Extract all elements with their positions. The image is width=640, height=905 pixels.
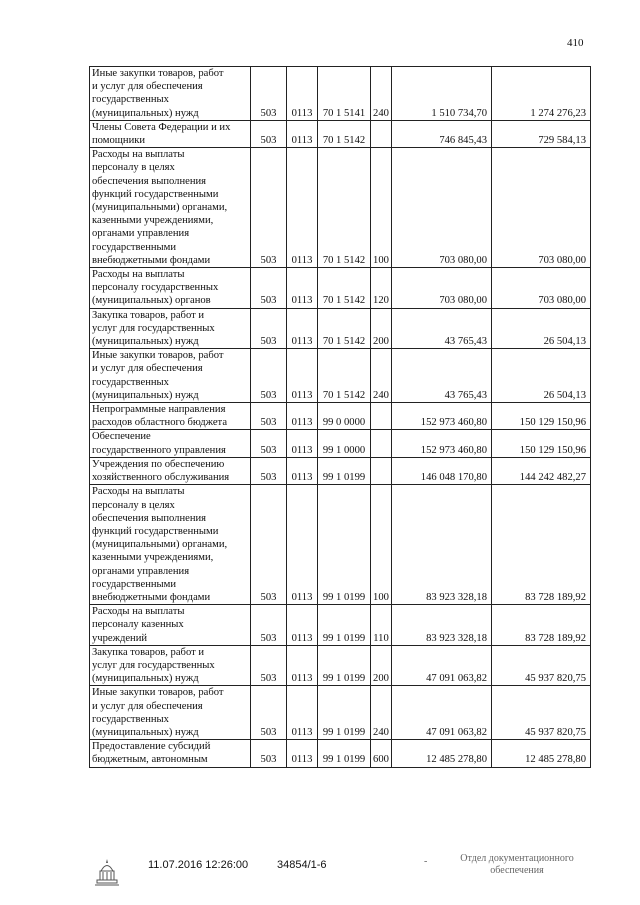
amount-executed: 83 728 189,92 — [492, 485, 591, 605]
amount-executed: 12 485 278,80 — [492, 740, 591, 767]
footer-datetime: 11.07.2016 12:26:00 — [148, 859, 249, 871]
row-name: Иные закупки товаров, работ и услуг для обеспечения государственных (муниципальных) нужд — [90, 686, 251, 740]
amount-planned: 746 845,43 — [392, 120, 492, 147]
ministry-code: 503 — [251, 430, 287, 457]
section-code: 0113 — [287, 308, 318, 349]
amount-executed: 703 080,00 — [492, 148, 591, 268]
ministry-code: 503 — [251, 457, 287, 484]
section-code: 0113 — [287, 645, 318, 686]
table-row — [90, 686, 591, 740]
table-row — [90, 120, 591, 147]
amount-planned: 83 923 328,18 — [392, 605, 492, 646]
table-row — [90, 740, 591, 767]
amount-planned: 146 048 170,80 — [392, 457, 492, 484]
ministry-code: 503 — [251, 740, 287, 767]
expense-type-code: 600 — [371, 740, 392, 767]
row-name: Члены Совета Федерации и их помощники — [90, 120, 251, 147]
table-row — [90, 67, 591, 121]
section-code: 0113 — [287, 148, 318, 268]
target-article-code: 99 1 0199 — [318, 485, 371, 605]
row-name: Иные закупки товаров, работ и услуг для обеспечения государственных (муниципальных) нужд — [90, 349, 251, 403]
expense-type-code: 100 — [371, 148, 392, 268]
target-article-code: 70 1 5142 — [318, 148, 371, 268]
section-code: 0113 — [287, 605, 318, 646]
target-article-code: 99 1 0199 — [318, 740, 371, 767]
ministry-code: 503 — [251, 349, 287, 403]
ministry-code: 503 — [251, 605, 287, 646]
ministry-code: 503 — [251, 308, 287, 349]
footer-document-code: 34854/1-6 — [277, 859, 327, 871]
section-code: 0113 — [287, 349, 318, 403]
expense-type-code: 200 — [371, 308, 392, 349]
table-row — [90, 605, 591, 646]
row-name: Предоставление субсидий бюджетным, автономным — [90, 740, 251, 767]
target-article-code: 99 1 0199 — [318, 605, 371, 646]
ministry-code: 503 — [251, 403, 287, 430]
amount-planned: 83 923 328,18 — [392, 485, 492, 605]
table-row — [90, 457, 591, 484]
row-name: Расходы на выплаты персоналу государственных (муниципальных) органов — [90, 268, 251, 309]
ministry-code: 503 — [251, 645, 287, 686]
expense-type-code — [371, 120, 392, 147]
expense-type-code — [371, 457, 392, 484]
expense-type-code — [371, 430, 392, 457]
expense-type-code: 240 — [371, 686, 392, 740]
ministry-code: 503 — [251, 67, 287, 121]
table-row — [90, 645, 591, 686]
row-name: Расходы на выплаты персоналу в целях обеспечения выполнения функций государственными (муниципальными) органами, казенными учреждениями, органами управления государственными внебюджетными фондами — [90, 148, 251, 268]
amount-planned: 152 973 460,80 — [392, 430, 492, 457]
amount-planned: 703 080,00 — [392, 268, 492, 309]
amount-planned: 43 765,43 — [392, 308, 492, 349]
amount-executed: 1 274 276,23 — [492, 67, 591, 121]
target-article-code: 99 1 0199 — [318, 645, 371, 686]
table-row — [90, 268, 591, 309]
target-article-code: 70 1 5141 — [318, 67, 371, 121]
section-code: 0113 — [287, 120, 318, 147]
ministry-code: 503 — [251, 686, 287, 740]
expense-type-code: 120 — [371, 268, 392, 309]
amount-planned: 12 485 278,80 — [392, 740, 492, 767]
ministry-code: 503 — [251, 268, 287, 309]
section-code: 0113 — [287, 268, 318, 309]
amount-executed: 83 728 189,92 — [492, 605, 591, 646]
amount-executed: 703 080,00 — [492, 268, 591, 309]
amount-planned: 152 973 460,80 — [392, 403, 492, 430]
table-row — [90, 148, 591, 268]
expense-type-code: 100 — [371, 485, 392, 605]
target-article-code: 99 1 0199 — [318, 686, 371, 740]
table-row — [90, 349, 591, 403]
expense-type-code: 240 — [371, 349, 392, 403]
amount-executed: 26 504,13 — [492, 349, 591, 403]
section-code: 0113 — [287, 403, 318, 430]
amount-executed: 150 129 150,96 — [492, 430, 591, 457]
row-name: Учреждения по обеспечению хозяйственного обслуживания — [90, 457, 251, 484]
amount-planned: 43 765,43 — [392, 349, 492, 403]
table-body — [90, 67, 591, 768]
row-name: Расходы на выплаты персоналу в целях обеспечения выполнения функций государственными (муниципальными) органами, казенными учреждениями, органами управления государственными внебюджетными фондами — [90, 485, 251, 605]
section-code: 0113 — [287, 457, 318, 484]
expense-type-code: 240 — [371, 67, 392, 121]
target-article-code: 70 1 5142 — [318, 268, 371, 309]
page-number: 410 — [567, 37, 584, 49]
amount-planned: 703 080,00 — [392, 148, 492, 268]
row-name: Иные закупки товаров, работ и услуг для обеспечения государственных (муниципальных) нужд — [90, 67, 251, 121]
amount-executed: 729 584,13 — [492, 120, 591, 147]
target-article-code: 99 1 0000 — [318, 430, 371, 457]
ministry-code: 503 — [251, 485, 287, 605]
expense-type-code: 200 — [371, 645, 392, 686]
expense-type-code: 110 — [371, 605, 392, 646]
section-code: 0113 — [287, 485, 318, 605]
row-name: Обеспечение государственного управления — [90, 430, 251, 457]
amount-planned: 47 091 063,82 — [392, 686, 492, 740]
amount-planned: 1 510 734,70 — [392, 67, 492, 121]
row-name: Расходы на выплаты персоналу казенных учреждений — [90, 605, 251, 646]
target-article-code: 99 1 0199 — [318, 457, 371, 484]
budget-table — [89, 66, 591, 768]
amount-executed: 26 504,13 — [492, 308, 591, 349]
ministry-code: 503 — [251, 120, 287, 147]
amount-planned: 47 091 063,82 — [392, 645, 492, 686]
stamp-dash: - — [424, 856, 428, 867]
amount-executed: 45 937 820,75 — [492, 645, 591, 686]
amount-executed: 150 129 150,96 — [492, 403, 591, 430]
stamp-line-2: обеспечения — [490, 865, 544, 876]
expense-type-code — [371, 403, 392, 430]
target-article-code: 70 1 5142 — [318, 349, 371, 403]
row-name: Непрограммные направления расходов областного бюджета — [90, 403, 251, 430]
table-row — [90, 485, 591, 605]
row-name: Закупка товаров, работ и услуг для государственных (муниципальных) нужд — [90, 308, 251, 349]
section-code: 0113 — [287, 430, 318, 457]
ministry-code: 503 — [251, 148, 287, 268]
table-row — [90, 430, 591, 457]
target-article-code: 99 0 0000 — [318, 403, 371, 430]
table-row — [90, 308, 591, 349]
row-name: Закупка товаров, работ и услуг для государственных (муниципальных) нужд — [90, 645, 251, 686]
amount-executed: 144 242 482,27 — [492, 457, 591, 484]
section-code: 0113 — [287, 740, 318, 767]
footer-department-stamp — [424, 853, 602, 877]
target-article-code: 70 1 5142 — [318, 308, 371, 349]
table-row — [90, 403, 591, 430]
section-code: 0113 — [287, 67, 318, 121]
stamp-line-1: Отдел документационного — [460, 853, 574, 864]
section-code: 0113 — [287, 686, 318, 740]
building-emblem-icon — [94, 857, 120, 887]
amount-executed: 45 937 820,75 — [492, 686, 591, 740]
target-article-code: 70 1 5142 — [318, 120, 371, 147]
